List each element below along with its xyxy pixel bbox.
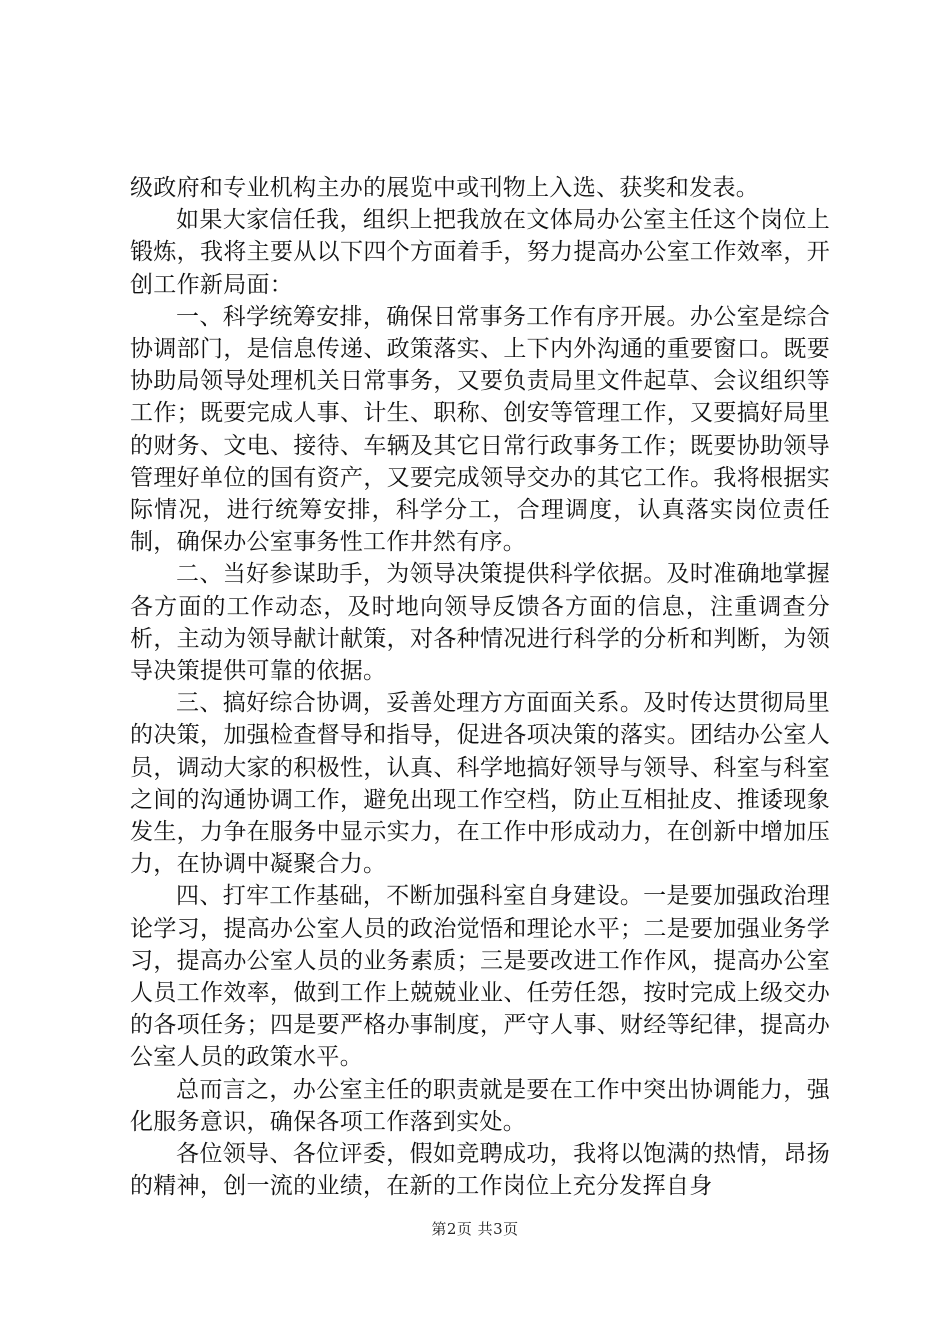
paragraph: 各位领导、各位评委，假如竞聘成功，我将以饱满的热情，昂扬的精神，创一流的业绩，在新的工作岗位上充分发挥自身 <box>130 1141 830 1200</box>
paragraph: 四、打牢工作基础，不断加强科室自身建设。一是要加强政治理论学习，提高办公室人员的政治觉悟和理论水平；二是要加强业务学习，提高办公室人员的业务素质；三是要改进工作作风，提高办公室人员工作效率，做到工作上兢兢业业、任劳任怨，按时完成上级交办的各项任务；四是要严格办事制度，严守人事、财经等纪律，提高办公室人员的政策水平。 <box>130 883 830 1071</box>
paragraph: 三、搞好综合协调，妥善处理方方面面关系。及时传达贯彻局里的决策，加强检查督导和指导，促进各项决策的落实。团结办公室人员，调动大家的积极性，认真、科学地搞好领导与领导、科室与科室之间的沟通协调工作，避免出现工作空档，防止互相扯皮、推诿现象发生，力争在服务中显示实力，在工作中形成动力，在创新中增加压力，在协调中凝聚合力。 <box>130 690 830 878</box>
page-number: 第2页 共3页 <box>431 1220 519 1238</box>
paragraph: 总而言之，办公室主任的职责就是要在工作中突出协调能力，强化服务意识，确保各项工作落到实处。 <box>130 1076 830 1135</box>
paragraph: 二、当好参谋助手，为领导决策提供科学依据。及时准确地掌握各方面的工作动态，及时地向领导反馈各方面的信息，注重调查分析，主动为领导献计献策，对各种情况进行科学的分析和判断，为领导决策提供可靠的依据。 <box>130 561 830 685</box>
paragraph: 一、科学统筹安排，确保日常事务工作有序开展。办公室是综合协调部门，是信息传递、政策落实、上下内外沟通的重要窗口。既要协助局领导处理机关日常事务，又要负责局里文件起草、会议组织等工作；既要完成人事、计生、职称、创安等管理工作，又要搞好局里的财务、文电、接待、车辆及其它日常行政事务工作；既要协助领导管理好单位的国有资产，又要完成领导交办的其它工作。我将根据实际情况，进行统筹安排，科学分工，合理调度，认真落实岗位责任制，确保办公室事务性工作井然有序。 <box>130 303 830 556</box>
paragraph: 级政府和专业机构主办的展览中或刊物上入选、获奖和发表。 <box>130 175 760 201</box>
document-body <box>130 172 830 1203</box>
paragraph: 如果大家信任我，组织上把我放在文体局办公室主任这个岗位上锻炼，我将主要从以下四个方面着手，努力提高办公室工作效率，开创工作新局面： <box>130 207 830 298</box>
page-footer <box>0 1218 950 1239</box>
